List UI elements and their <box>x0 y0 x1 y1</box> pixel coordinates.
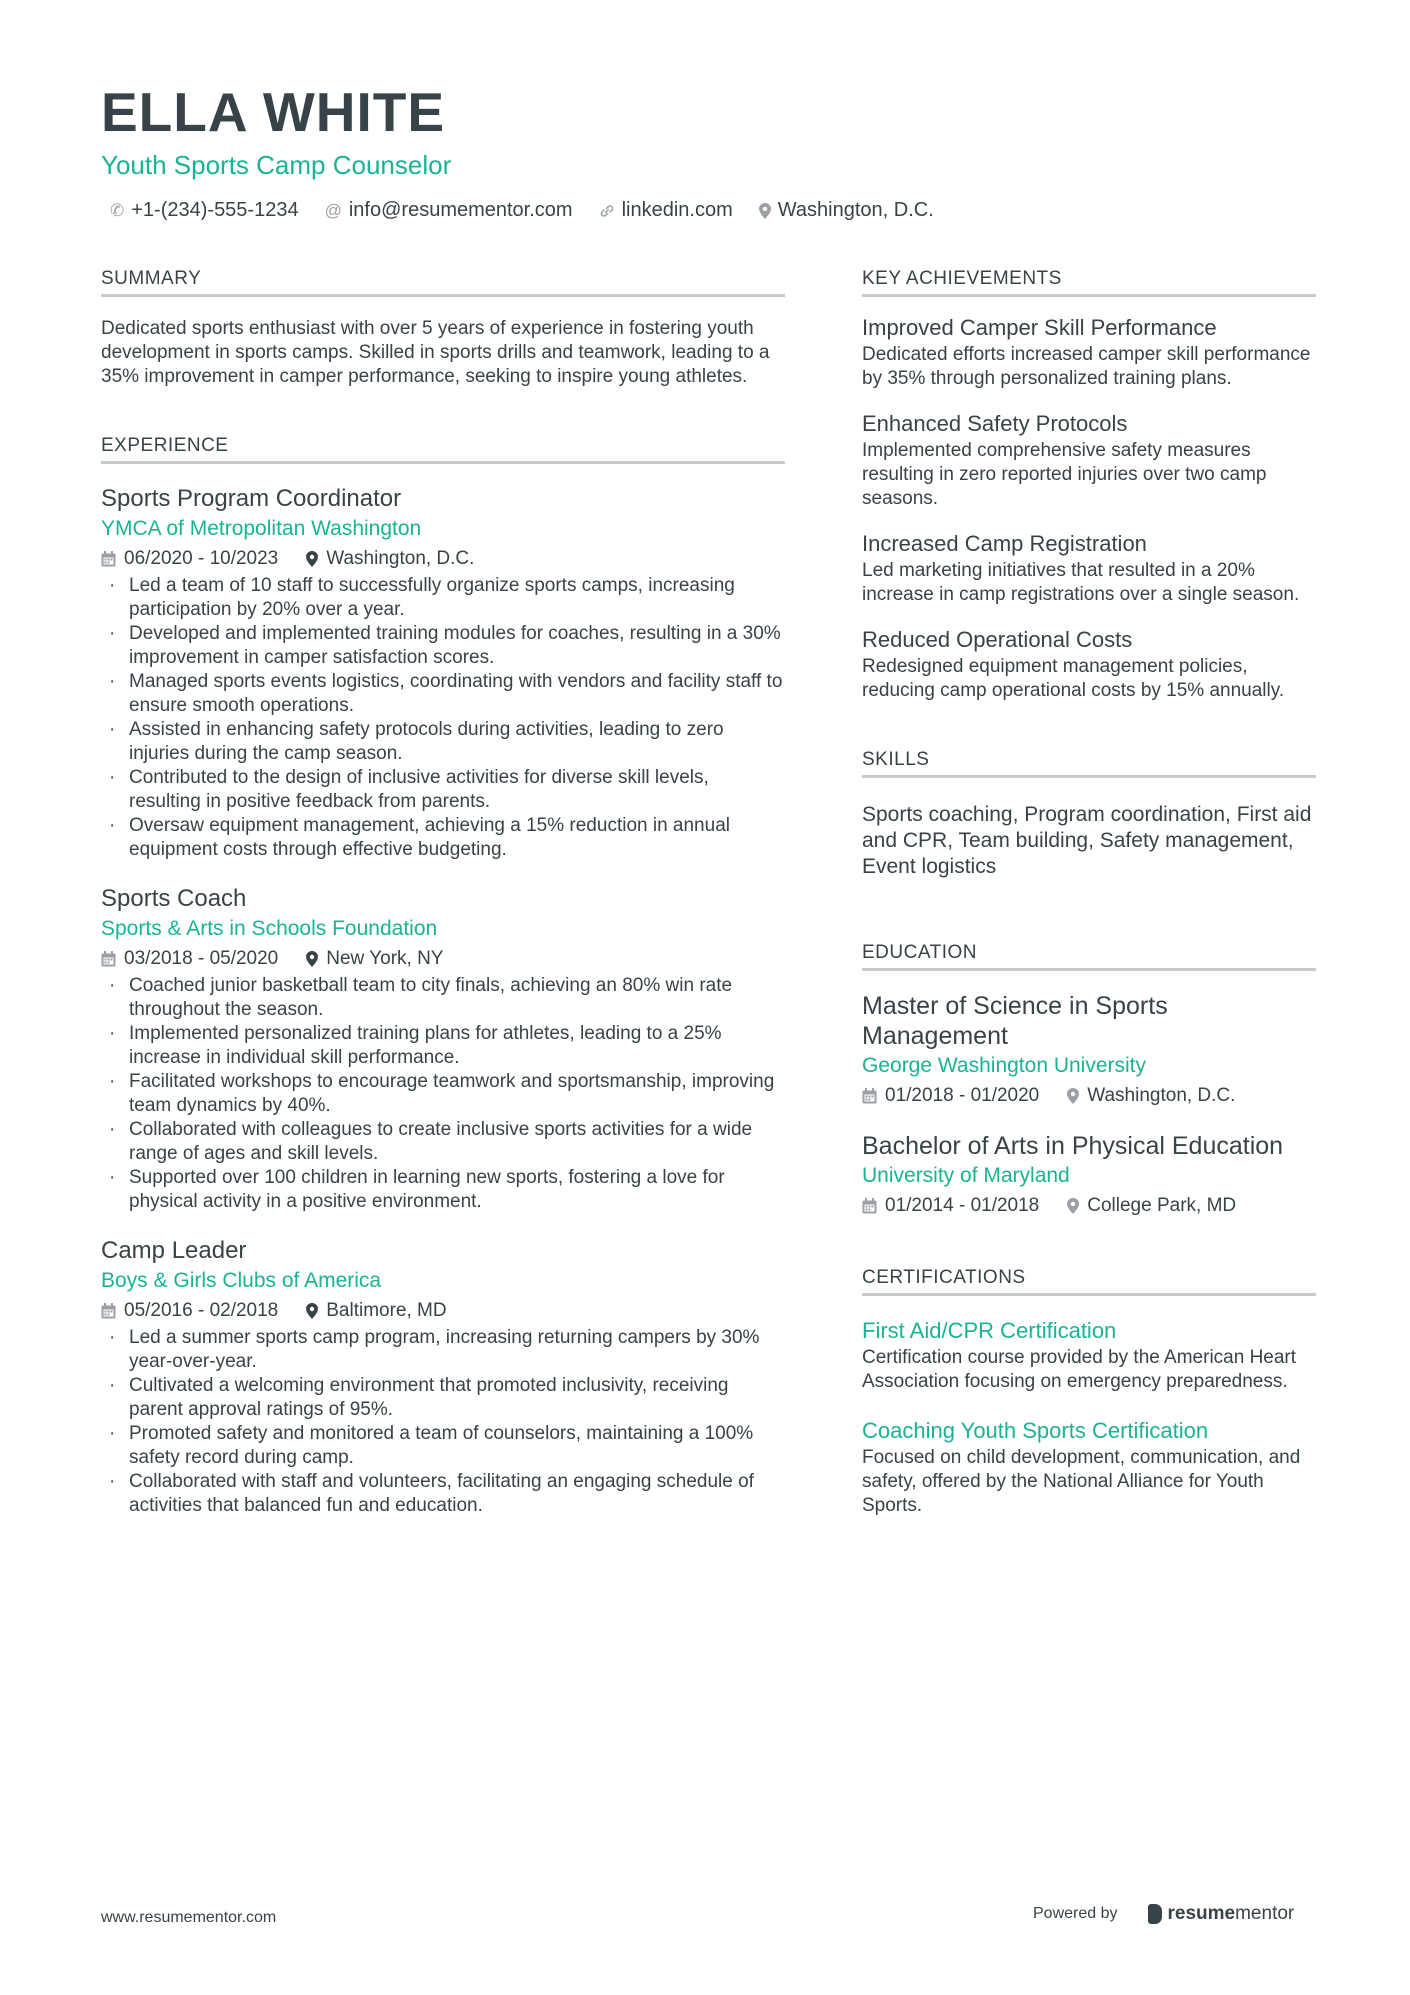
education-heading: EDUCATION <box>862 942 1316 971</box>
achievement-desc: Redesigned equipment management policies, reducing camp operational costs by 15% annually. <box>862 656 1285 701</box>
education-item <box>862 991 1316 1111</box>
candidate-name: ELLA WHITE <box>101 81 446 143</box>
phone-icon: ✆ <box>110 200 125 220</box>
education-item <box>862 1131 1316 1221</box>
bullet-item: · Collaborated with staff and volunteers, facilitating an engaging schedule of activities that balanced fun and education. <box>101 1470 785 1518</box>
at-icon: @ <box>324 200 342 220</box>
education-location: Washington, D.C. <box>1087 1085 1236 1106</box>
edu-dates-wrap <box>862 1081 1039 1111</box>
calendar-icon <box>101 951 116 967</box>
bullet-item: · Managed sports events logistics, coordinating with vendors and facility staff to ensure smooth operations. <box>101 670 785 718</box>
job-location: New York, NY <box>326 948 444 969</box>
job-bullets <box>101 974 785 1214</box>
calendar-icon <box>862 1198 877 1214</box>
job-location: Washington, D.C. <box>326 548 475 569</box>
achievement-desc: Led marketing initiatives that resulted in a 20% increase in camp registrations over a single season. <box>862 560 1300 605</box>
contact-linkedin-text: linkedin.com <box>621 199 733 221</box>
job-title: Sports Coach <box>101 885 247 912</box>
contact-linkedin[interactable] <box>599 199 733 222</box>
achievement-title: Enhanced Safety Protocols <box>862 411 1128 436</box>
achievement-desc: Dedicated efforts increased camper skill performance by 35% through personalized training plans. <box>862 344 1311 389</box>
footer-brand <box>1033 1903 1294 1925</box>
certification-title: First Aid/CPR Certification <box>862 1318 1117 1343</box>
powered-by-label: Powered by <box>1033 1905 1118 1922</box>
education-location: College Park, MD <box>1087 1195 1237 1216</box>
bullet-item: · Facilitated workshops to encourage teamwork and sportsmanship, improving team dynamics by 40%. <box>101 1070 785 1118</box>
experience-heading: EXPERIENCE <box>101 435 785 464</box>
achievement-title: Reduced Operational Costs <box>862 627 1133 652</box>
education-school: George Washington University <box>862 1054 1147 1077</box>
achievement-item <box>862 313 1316 391</box>
job-dates: 05/2016 - 02/2018 <box>124 1300 279 1321</box>
edu-location-wrap <box>1067 1191 1236 1221</box>
footer-website[interactable]: www.resumementor.com <box>101 1909 277 1926</box>
link-icon <box>599 203 615 219</box>
bullet-item: · Promoted safety and monitored a team of counselors, maintaining a 100% safety record during camp. <box>101 1422 785 1470</box>
education-meta <box>862 1191 1316 1221</box>
job-meta <box>101 944 785 974</box>
job-location-wrap <box>306 1296 446 1326</box>
summary-heading: SUMMARY <box>101 268 785 297</box>
location-pin-icon <box>306 951 318 967</box>
certification-item <box>862 1316 1316 1394</box>
skills-heading: SKILLS <box>862 749 1316 778</box>
calendar-icon <box>101 1303 116 1319</box>
certification-desc: Certification course provided by the American Heart Association focusing on emergency preparedness. <box>862 1347 1297 1392</box>
job-dates: 03/2018 - 05/2020 <box>124 948 279 969</box>
job-title: Camp Leader <box>101 1237 247 1264</box>
location-pin-icon <box>306 551 318 567</box>
brand-logo[interactable] <box>1148 1903 1295 1925</box>
calendar-icon <box>862 1088 877 1104</box>
bullet-item: · Developed and implemented training modules for coaches, resulting in a 30% improvement in camper satisfaction scores. <box>101 622 785 670</box>
candidate-role: Youth Sports Camp Counselor <box>101 150 452 180</box>
summary-text: Dedicated sports enthusiast with over 5 years of experience in fostering youth development in sports camps. Skilled in sports drills and teamwork, leading to a 35% improvement in camper performance, seeking to inspire young athletes. <box>101 318 770 387</box>
certification-item <box>862 1416 1316 1518</box>
location-pin-icon <box>1067 1198 1079 1214</box>
achievement-item <box>862 529 1316 607</box>
brand-text-bold: resume <box>1167 1903 1236 1924</box>
job-dates-wrap <box>101 544 278 574</box>
achievements-heading: KEY ACHIEVEMENTS <box>862 268 1316 297</box>
job-company: Sports & Arts in Schools Foundation <box>101 917 438 940</box>
edu-location-wrap <box>1067 1081 1235 1111</box>
bullet-item: · Coached junior basketball team to city finals, achieving an 80% win rate throughout the season. <box>101 974 785 1022</box>
contact-bar <box>110 199 934 222</box>
contact-email-text: info@resumementor.com <box>348 199 573 221</box>
experience-item <box>101 484 785 862</box>
contact-location <box>759 199 934 222</box>
bullet-item: · Led a summer sports camp program, increasing returning campers by 30% year-over-year. <box>101 1326 785 1374</box>
job-dates-wrap <box>101 944 278 974</box>
contact-phone-text: +1-(234)-555-1234 <box>131 199 299 221</box>
achievement-desc: Implemented comprehensive safety measures resulting in zero reported injuries over two camp seasons. <box>862 440 1267 509</box>
job-title: Sports Program Coordinator <box>101 485 402 512</box>
education-degree: Bachelor of Arts in Physical Education <box>862 1132 1284 1160</box>
job-company: Boys & Girls Clubs of America <box>101 1269 382 1292</box>
achievement-item <box>862 625 1316 703</box>
job-meta <box>101 1296 785 1326</box>
job-location: Baltimore, MD <box>326 1300 447 1321</box>
job-meta <box>101 544 785 574</box>
contact-location-text: Washington, D.C. <box>777 199 934 221</box>
skills-text: Sports coaching, Program coordination, First aid and CPR, Team building, Safety management, Event logistics <box>862 803 1312 878</box>
bullet-item: · Contributed to the design of inclusive activities for diverse skill levels, resulting in positive feedback from parents. <box>101 766 785 814</box>
achievement-title: Improved Camper Skill Performance <box>862 315 1217 340</box>
experience-item <box>101 1236 785 1518</box>
contact-email[interactable] <box>325 199 573 222</box>
job-company: YMCA of Metropolitan Washington <box>101 517 422 540</box>
education-meta <box>862 1081 1316 1111</box>
contact-phone[interactable] <box>110 199 299 222</box>
location-pin-icon <box>1067 1088 1079 1104</box>
experience-item <box>101 884 785 1214</box>
certifications-heading: CERTIFICATIONS <box>862 1267 1316 1296</box>
bullet-item: · Collaborated with colleagues to create inclusive sports activities for a wide range of ages and skill levels. <box>101 1118 785 1166</box>
job-dates: 06/2020 - 10/2023 <box>124 548 279 569</box>
job-bullets <box>101 1326 785 1518</box>
bullet-item: · Oversaw equipment management, achieving a 15% reduction in annual equipment costs through effective budgeting. <box>101 814 785 862</box>
job-bullets <box>101 574 785 862</box>
location-pin-icon <box>759 203 771 219</box>
education-dates: 01/2018 - 01/2020 <box>885 1085 1040 1106</box>
brand-text-light: mentor <box>1235 1903 1295 1924</box>
education-dates: 01/2014 - 01/2018 <box>885 1195 1040 1216</box>
certification-title: Coaching Youth Sports Certification <box>862 1418 1209 1443</box>
resumementor-logo-icon <box>1148 1904 1162 1924</box>
job-dates-wrap <box>101 1296 278 1326</box>
left-column <box>101 268 785 1540</box>
bullet-item: · Supported over 100 children in learning new sports, fostering a love for physical activity in a positive environment. <box>101 1166 785 1214</box>
bullet-item: · Led a team of 10 staff to successfully organize sports camps, increasing participation by 20% over a year. <box>101 574 785 622</box>
calendar-icon <box>101 551 116 567</box>
bullet-item: · Implemented personalized training plans for athletes, leading to a 25% increase in individual skill performance. <box>101 1022 785 1070</box>
edu-dates-wrap <box>862 1191 1039 1221</box>
bullet-item: · Cultivated a welcoming environment that promoted inclusivity, receiving parent approval ratings of 95%. <box>101 1374 785 1422</box>
education-degree: Master of Science in Sports Management <box>862 992 1168 1050</box>
education-school: University of Maryland <box>862 1164 1070 1187</box>
job-location-wrap <box>306 944 443 974</box>
right-column <box>862 268 1316 1540</box>
certification-desc: Focused on child development, communication, and safety, offered by the National Alliance for Youth Sports. <box>862 1447 1301 1516</box>
achievement-item <box>862 409 1316 511</box>
bullet-item: · Assisted in enhancing safety protocols during activities, leading to zero injuries during the camp season. <box>101 718 785 766</box>
achievement-title: Increased Camp Registration <box>862 531 1147 556</box>
job-location-wrap <box>306 544 474 574</box>
location-pin-icon <box>306 1303 318 1319</box>
